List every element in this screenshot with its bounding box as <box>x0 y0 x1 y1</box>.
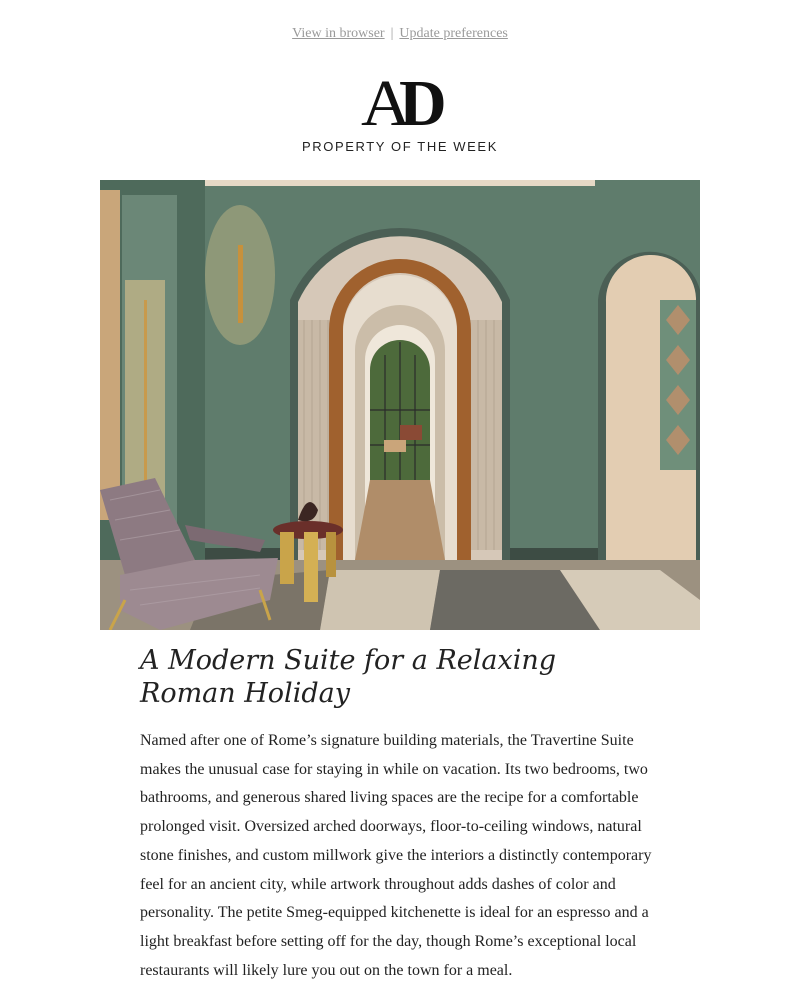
hero-photo-icon <box>100 180 700 630</box>
logo-letter-a: A <box>361 67 402 140</box>
hero-image[interactable] <box>100 180 700 630</box>
update-preferences-link[interactable]: Update preferences <box>399 26 508 41</box>
article-headline[interactable]: A Modern Suite for a Relaxing Roman Holiday <box>140 645 557 709</box>
logo-letter-d: D <box>399 67 438 140</box>
article-body: Named after one of Rome’s signature building materials, the Travertine Suite makes the unusual case for staying in while on vacation. Its two bedrooms, two bathrooms, and generous shared living spaces are the recipe for a comfortable prolonged visit. Oversized arched doorways, floor-to-ceiling windows, natural stone finishes, and custom millwork give the interiors a distinctly contemporary feel for an ancient city, while artwork throughout adds dashes of color and personality. The petite Smeg-equipped kitchenette is ideal for an espresso and a light breakfast before setting off for the day, though Rome’s exceptional local restaurants will likely lure you out on the town for a meal. <box>140 732 652 979</box>
header-link-separator: | <box>390 26 394 41</box>
email-header-links <box>0 26 800 42</box>
newsletter-tagline: PROPERTY OF THE WEEK <box>302 139 498 154</box>
view-in-browser-link[interactable]: View in browser <box>292 26 385 41</box>
ad-logo[interactable] <box>0 68 800 140</box>
